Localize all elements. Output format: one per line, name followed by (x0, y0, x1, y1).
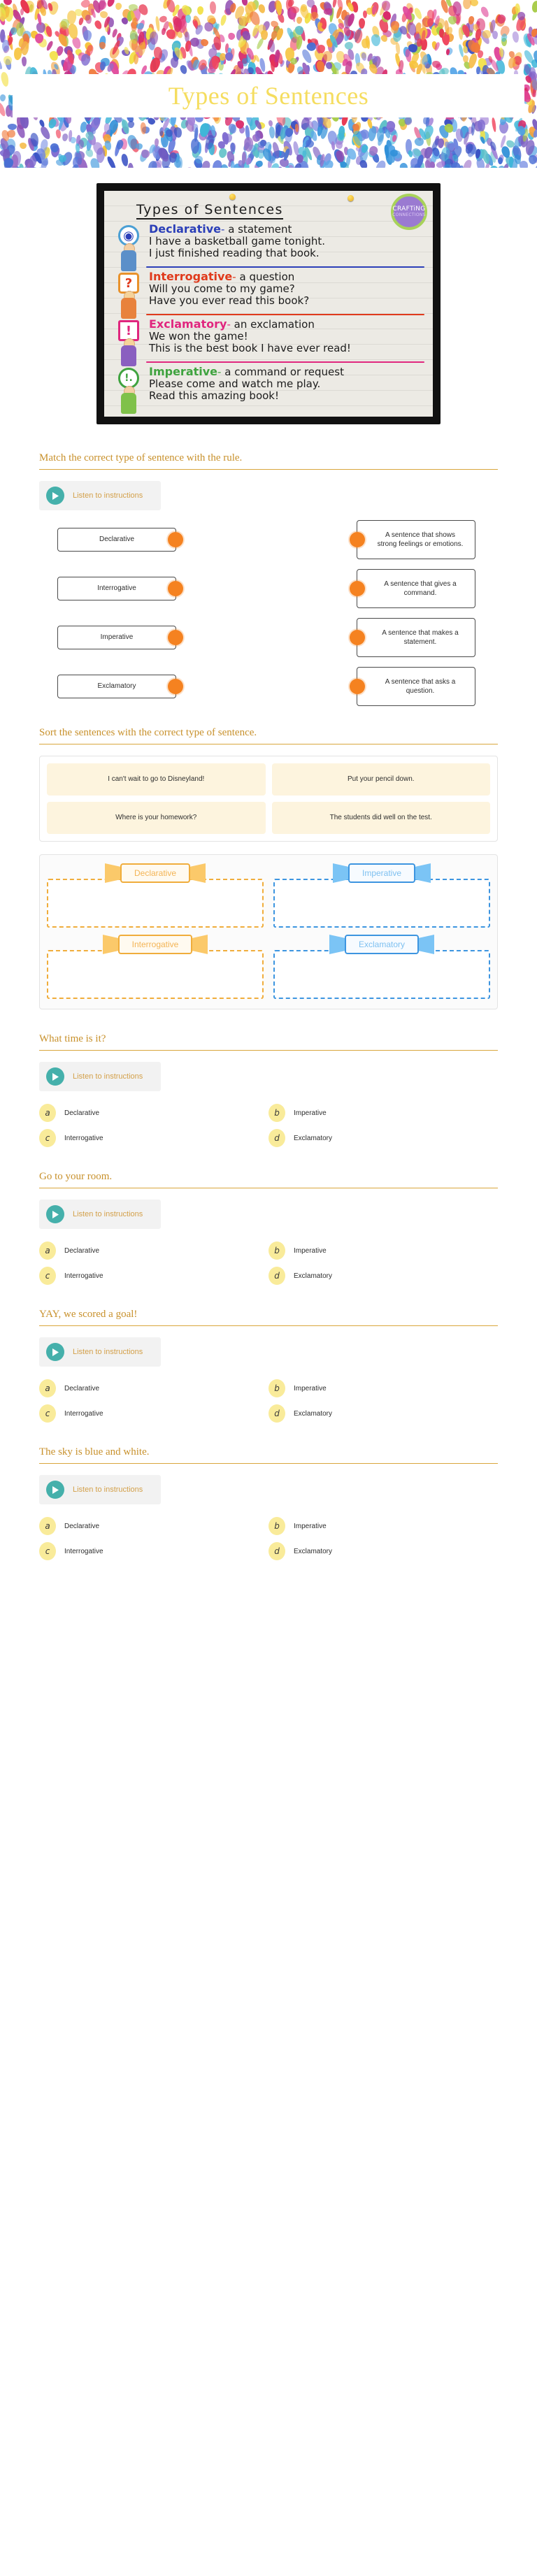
option-letter-badge: c (39, 1542, 56, 1560)
question-block (0, 1446, 537, 1560)
answer-option[interactable] (268, 1404, 498, 1423)
chart-example: We won the game! (149, 330, 248, 343)
option-label: Imperative (294, 1522, 327, 1530)
match-definition-label: A sentence that gives a command. (384, 580, 457, 597)
answer-option[interactable] (39, 1104, 268, 1122)
play-icon (46, 1481, 64, 1499)
chart-definition-text: an exclamation (234, 318, 315, 331)
match-connector-dot[interactable] (168, 532, 183, 547)
match-definition-card[interactable] (357, 667, 475, 706)
chart-imperative-definition (149, 365, 424, 378)
option-letter-badge: b (268, 1517, 285, 1535)
chart-dash: - (232, 271, 236, 283)
dropzone-label: Declarative (120, 863, 190, 883)
chart-example: Read this amazing book! (149, 389, 280, 402)
chart-dash: - (221, 223, 225, 236)
option-letter-badge: a (39, 1242, 56, 1260)
match-definition-label: A sentence that shows strong feelings or emotions. (377, 531, 464, 548)
badge-line-2: CONNECTIONS (392, 212, 426, 217)
match-term-card[interactable] (57, 577, 176, 600)
chart-definition-text: a command or request (224, 366, 344, 378)
match-row (39, 520, 498, 559)
option-label: Interrogative (64, 1547, 103, 1555)
match-term-label: Imperative (100, 633, 134, 642)
chart-keyword-declarative: Declarative (149, 222, 221, 236)
dropzone-target-area[interactable] (47, 879, 264, 928)
dropzone-interrogative[interactable] (47, 935, 264, 999)
sort-section-heading: Sort the sentences with the correct type of sentence. (39, 727, 498, 744)
dropzone-target-area[interactable] (47, 950, 264, 999)
chart-declarative-definition (149, 222, 424, 236)
match-definition-label: A sentence that asks a question. (385, 677, 456, 695)
anchor-chart-container (0, 168, 537, 431)
play-icon (46, 487, 64, 505)
option-letter-badge: a (39, 1379, 56, 1397)
chart-keyword-imperative: Imperative (149, 365, 218, 378)
chart-title: Types of Sentences (136, 202, 283, 220)
listen-to-instructions-button[interactable] (39, 1200, 161, 1229)
title-band (13, 74, 524, 117)
answer-option[interactable] (268, 1379, 498, 1397)
answer-option[interactable] (268, 1267, 498, 1285)
answer-option[interactable] (268, 1242, 498, 1260)
answer-option[interactable] (39, 1542, 268, 1560)
option-label: Exclamatory (294, 1409, 333, 1418)
chart-dash: - (227, 318, 231, 331)
match-definition-card[interactable] (357, 520, 475, 559)
chart-example: I just finished reading that book. (149, 246, 320, 259)
sort-card-pool (39, 756, 498, 842)
listen-to-instructions-button[interactable] (39, 481, 161, 510)
dropzone-declarative[interactable] (47, 863, 264, 928)
exclamation-mark-icon: ! (118, 320, 139, 341)
option-letter-badge: c (39, 1404, 56, 1423)
match-connector-dot[interactable] (168, 679, 183, 694)
option-letter-badge: d (268, 1542, 285, 1560)
listen-to-instructions-button[interactable] (39, 1337, 161, 1367)
question-prompt: YAY, we scored a goal! (39, 1309, 498, 1326)
question-prompt: Go to your room. (39, 1171, 498, 1188)
match-term-label: Exclamatory (97, 682, 136, 691)
listen-button-label: Listen to instructions (73, 491, 143, 500)
listen-to-instructions-button[interactable] (39, 1475, 161, 1504)
option-label: Declarative (64, 1109, 100, 1117)
match-definition-card[interactable] (357, 569, 475, 608)
listen-button-label: Listen to instructions (73, 1072, 143, 1081)
answer-option[interactable] (39, 1404, 268, 1423)
option-label: Imperative (294, 1246, 327, 1255)
sort-card[interactable]: I can't wait to go to Disneyland! (47, 763, 266, 796)
kid-with-exclamation-sign-illustration (114, 320, 146, 370)
answer-option[interactable] (268, 1542, 498, 1560)
match-connector-dot[interactable] (168, 581, 183, 596)
answer-option[interactable] (39, 1129, 268, 1147)
option-letter-badge: d (268, 1404, 285, 1423)
questions-container (0, 1033, 537, 1560)
match-connector-dot[interactable] (350, 581, 365, 596)
question-mark-icon: ? (118, 273, 139, 294)
dropzone-target-area[interactable] (273, 879, 490, 928)
option-letter-badge: a (39, 1104, 56, 1122)
option-letter-badge: b (268, 1242, 285, 1260)
anchor-chart-image (96, 183, 441, 424)
option-label: Imperative (294, 1109, 327, 1117)
sort-card[interactable]: The students did well on the test. (272, 802, 491, 834)
match-connector-dot[interactable] (350, 532, 365, 547)
answer-options (39, 1242, 498, 1285)
match-term-card[interactable] (57, 675, 176, 698)
match-section-heading: Match the correct type of sentence with the rule. (39, 452, 498, 470)
chart-exclamatory-definition (149, 317, 424, 331)
page-body (0, 168, 537, 1588)
listen-button-label: Listen to instructions (73, 1348, 143, 1356)
match-connector-dot[interactable] (350, 630, 365, 645)
chart-interrogative-definition (149, 270, 424, 283)
dropzone-label: Imperative (348, 863, 415, 883)
question-block (0, 1171, 537, 1285)
option-label: Imperative (294, 1384, 327, 1393)
match-connector-dot[interactable] (350, 679, 365, 694)
option-label: Declarative (64, 1384, 100, 1393)
dropzone-imperative[interactable] (273, 863, 490, 928)
question-block (0, 1033, 537, 1147)
answer-option[interactable] (39, 1267, 268, 1285)
chart-example: This is the best book I have ever read! (149, 341, 351, 354)
option-label: Interrogative (64, 1134, 103, 1142)
answer-option[interactable] (268, 1104, 498, 1122)
option-letter-badge: d (268, 1129, 285, 1147)
pushpin-icon (229, 194, 236, 200)
listen-button-label: Listen to instructions (73, 1210, 143, 1218)
option-letter-badge: b (268, 1379, 285, 1397)
option-label: Exclamatory (294, 1134, 333, 1142)
match-term-card[interactable] (57, 626, 176, 649)
chart-definition-text: a statement (228, 223, 292, 236)
pushpin-icon (348, 195, 354, 201)
option-letter-badge: d (268, 1267, 285, 1285)
option-letter-badge: b (268, 1104, 285, 1122)
option-letter-badge: c (39, 1267, 56, 1285)
chart-divider (146, 314, 424, 315)
answer-options (39, 1379, 498, 1423)
option-letter-badge: c (39, 1129, 56, 1147)
answer-options (39, 1517, 498, 1560)
question-prompt: The sky is blue and white. (39, 1446, 498, 1464)
chart-section-imperative (113, 365, 424, 407)
question-prompt: What time is it? (39, 1033, 498, 1051)
option-label: Interrogative (64, 1272, 103, 1280)
sort-dropzones (39, 854, 498, 1009)
stop-sign-icon: !. (118, 368, 139, 389)
option-letter-badge: a (39, 1517, 56, 1535)
match-row (39, 569, 498, 608)
answer-option[interactable] (268, 1517, 498, 1535)
magnifier-icon: ◉ (118, 225, 139, 246)
chart-section-interrogative (113, 270, 424, 312)
page-title: Types of Sentences (168, 82, 369, 110)
play-icon (46, 1067, 64, 1086)
option-label: Interrogative (64, 1409, 103, 1418)
match-section (0, 452, 537, 706)
dropzone-target-area[interactable] (273, 950, 490, 999)
dropzone-label: Exclamatory (345, 935, 419, 954)
play-icon (46, 1205, 64, 1223)
chart-example: Will you come to my game? (149, 282, 295, 295)
chart-section-declarative (113, 222, 424, 264)
option-label: Exclamatory (294, 1547, 333, 1555)
kid-with-question-sign-illustration (114, 273, 146, 323)
kid-with-magnifier-illustration (114, 225, 146, 275)
answer-option[interactable] (268, 1129, 498, 1147)
page-header (0, 0, 537, 168)
kid-with-stop-sign-illustration (114, 368, 146, 418)
chart-keyword-interrogative: Interrogative (149, 270, 233, 283)
answer-options (39, 1104, 498, 1147)
match-row (39, 618, 498, 657)
match-row (39, 667, 498, 706)
sort-card[interactable]: Put your pencil down. (272, 763, 491, 796)
listen-to-instructions-button[interactable] (39, 1062, 161, 1091)
play-icon (46, 1343, 64, 1361)
sort-section (0, 727, 537, 1009)
option-label: Declarative (64, 1522, 100, 1530)
answer-option[interactable] (39, 1242, 268, 1260)
chart-example: Please come and watch me play. (149, 377, 321, 390)
answer-option[interactable] (39, 1517, 268, 1535)
match-term-label: Declarative (99, 535, 135, 544)
dropzone-label: Interrogative (118, 935, 193, 954)
chart-dash: - (217, 366, 222, 378)
answer-option[interactable] (39, 1379, 268, 1397)
chart-definition-text: a question (239, 271, 295, 283)
chart-example: Have you ever read this book? (149, 294, 310, 307)
dropzone-exclamatory[interactable] (273, 935, 490, 999)
match-definition-card[interactable] (357, 618, 475, 657)
question-block (0, 1309, 537, 1423)
option-label: Exclamatory (294, 1272, 333, 1280)
chart-keyword-exclamatory: Exclamatory (149, 317, 227, 331)
chart-paper (104, 191, 433, 417)
match-grid (39, 520, 498, 706)
chart-divider (146, 266, 424, 268)
option-label: Declarative (64, 1246, 100, 1255)
chart-example: I have a basketball game tonight. (149, 235, 326, 247)
chart-section-exclamatory (113, 317, 424, 359)
match-definition-label: A sentence that makes a statement. (382, 628, 459, 646)
sort-card[interactable]: Where is your homework? (47, 802, 266, 834)
match-connector-dot[interactable] (168, 630, 183, 645)
chart-divider (146, 361, 424, 363)
match-term-card[interactable] (57, 528, 176, 552)
badge-line-1: CRAFTiNG (392, 206, 426, 213)
listen-button-label: Listen to instructions (73, 1485, 143, 1494)
match-term-label: Interrogative (97, 584, 136, 593)
